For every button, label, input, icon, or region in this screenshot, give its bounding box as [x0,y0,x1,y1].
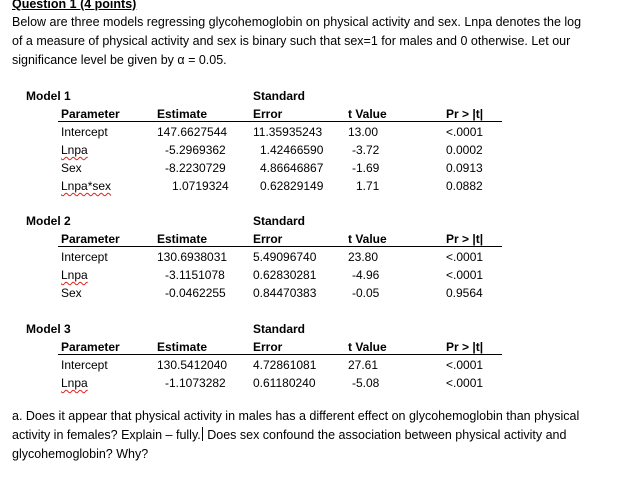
row-tvalue: -0.05 [352,286,380,300]
header-tvalue: t Value [348,340,387,354]
row-param: Lnpa [61,143,88,157]
header-error: Error [253,232,283,246]
row-estimate: 130.5412040 [157,358,228,372]
text-cursor [202,427,203,441]
row-error: 4.86646867 [260,161,324,175]
row-tvalue: 23.80 [348,250,379,264]
row-pvalue: <.0001 [446,376,484,390]
row-param: Sex [61,161,82,175]
row-error: 0.62830281 [253,268,317,282]
row-error: 11.35935243 [253,125,323,139]
intro-line-1: Below are three models regressing glycohemoglobin on physical activity and sex. Lnpa denotes the log [12,15,582,29]
header-tvalue: t Value [348,107,387,121]
header-rule [58,354,502,355]
row-param: Lnpa [61,376,88,390]
row-estimate: 130.6938031 [157,250,228,264]
row-error: 0.84470383 [253,286,317,300]
model-title: Model 3 [26,322,71,336]
header-rule [58,246,502,247]
row-estimate: -1.1073282 [165,376,226,390]
row-tvalue: -3.72 [352,143,380,157]
model-title: Model 2 [26,214,71,228]
row-estimate: -0.0462255 [165,286,226,300]
row-pvalue: <.0001 [446,250,484,264]
header-standard: Standard [253,322,306,336]
row-tvalue: -5.08 [352,376,380,390]
row-estimate: 147.6627544 [157,125,228,139]
row-estimate: 1.0719324 [172,179,229,193]
header-parameter: Parameter [61,232,120,246]
row-estimate: -5.2969362 [165,143,226,157]
header-error: Error [253,340,283,354]
row-error: 1.42466590 [260,143,324,157]
row-param: Lnpa [61,268,88,282]
header-standard: Standard [253,89,306,103]
header-estimate: Estimate [157,232,208,246]
row-pvalue: 0.0882 [446,179,483,193]
model-title: Model 1 [26,89,71,103]
row-error: 0.61180240 [253,376,316,390]
row-pvalue: 0.0002 [446,143,483,157]
row-error: 0.62829149 [260,179,324,193]
row-pvalue: <.0001 [446,268,484,282]
row-error: 5.49096740 [253,250,317,264]
part-a-line-2b: Does sex confound the association between physical activity and [203,428,567,442]
row-param: Intercept [61,358,108,372]
header-parameter: Parameter [61,340,120,354]
header-pr: Pr > |t| [446,340,484,354]
row-tvalue: 27.61 [348,358,379,372]
row-param: Lnpa*sex [61,179,112,193]
header-error: Error [253,107,283,121]
part-a-line-2 [12,427,566,443]
intro-line-2: of a measure of physical activity and sex is binary such that sex=1 for males and 0 otherwise. Let our [12,34,571,48]
part-a-line-1: a. Does it appear that physical activity in males has a different effect on glycohemoglobin than physical [12,409,580,423]
row-param: Sex [61,286,82,300]
header-pr: Pr > |t| [446,107,484,121]
header-pr: Pr > |t| [446,232,484,246]
row-tvalue: -1.69 [352,161,380,175]
row-error: 4.72861081 [253,358,317,372]
row-tvalue: 13.00 [348,125,379,139]
row-pvalue: 0.9564 [446,286,483,300]
row-tvalue: 1.71 [356,179,380,193]
row-tvalue: -4.96 [352,268,380,282]
header-estimate: Estimate [157,107,208,121]
header-estimate: Estimate [157,340,208,354]
row-pvalue: <.0001 [446,125,484,139]
intro-line-3: significance level be given by α = 0.05. [12,53,227,67]
part-a-line-2a: activity in females? Explain – fully. [12,428,201,442]
row-estimate: -3.1151078 [165,268,225,282]
header-standard: Standard [253,214,306,228]
question-title: Question 1 (4 points) [12,0,137,11]
row-pvalue: 0.0913 [446,161,483,175]
part-a-line-3: glycohemoglobin? Why? [12,447,149,461]
header-rule [58,121,502,122]
row-pvalue: <.0001 [446,358,484,372]
header-parameter: Parameter [61,107,120,121]
row-param: Intercept [61,250,108,264]
row-param: Intercept [61,125,108,139]
row-estimate: -8.2230729 [165,161,226,175]
header-tvalue: t Value [348,232,387,246]
